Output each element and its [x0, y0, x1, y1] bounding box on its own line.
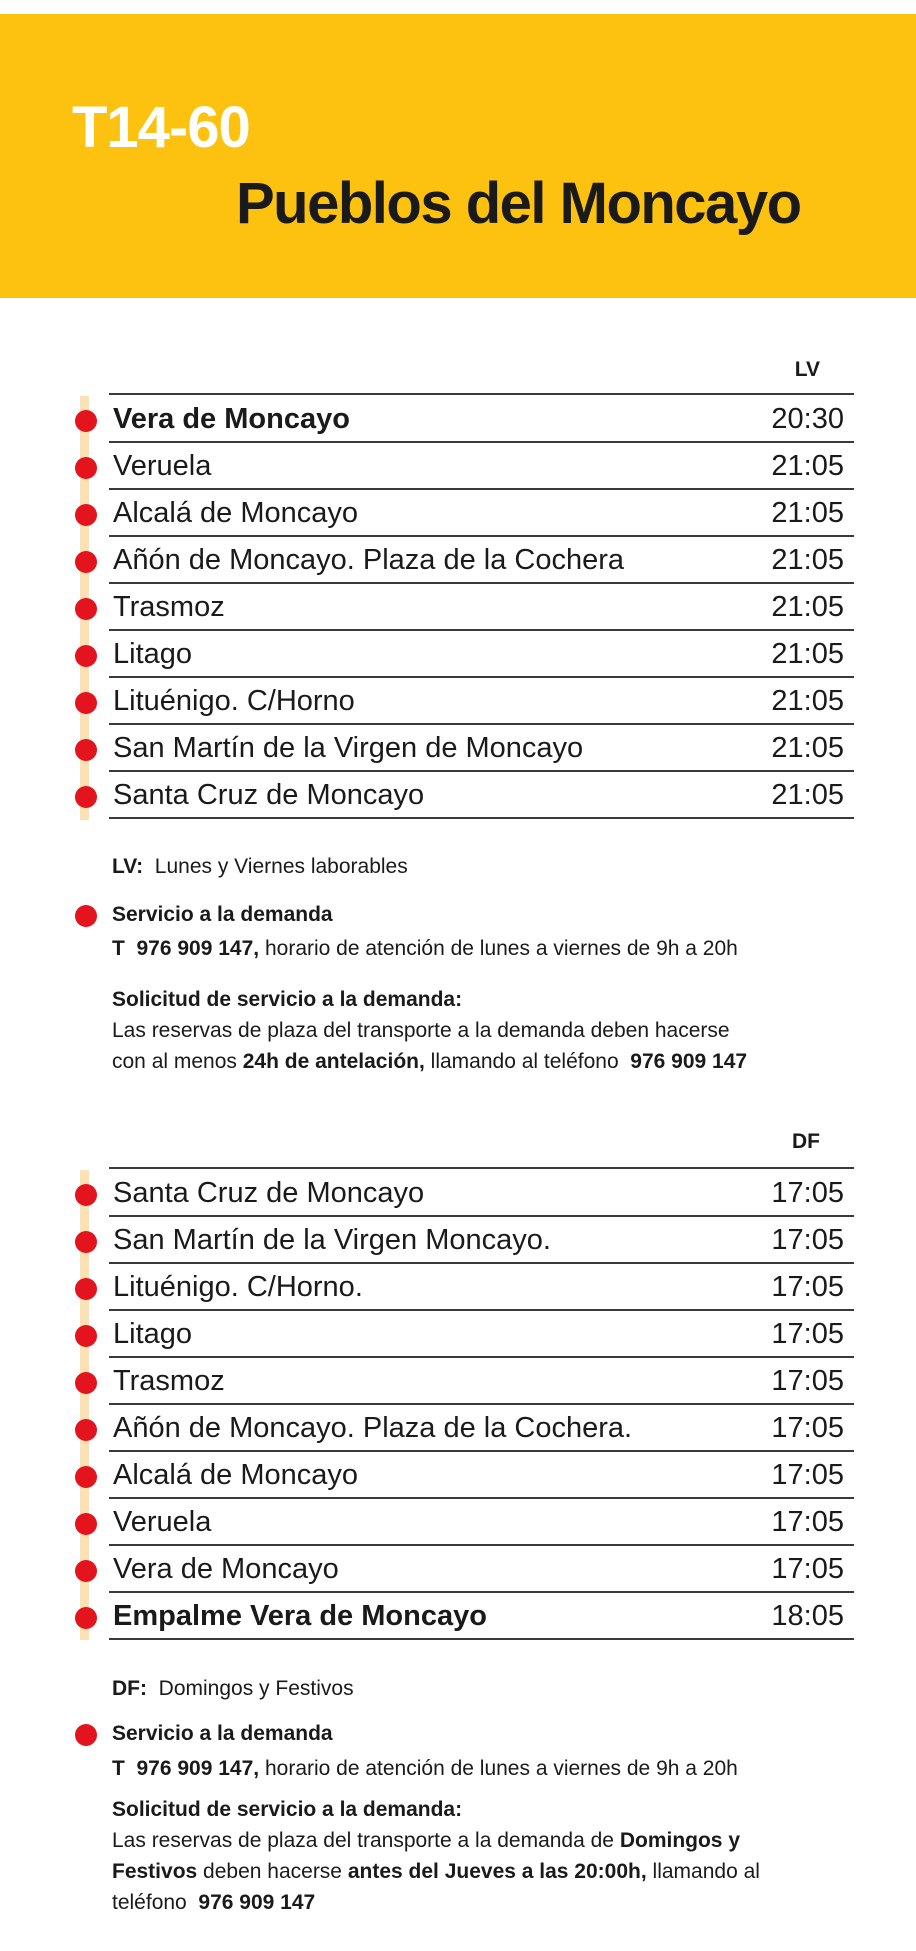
- stop-time: 21:05: [771, 591, 844, 623]
- stop-time: 21:05: [771, 544, 844, 576]
- stop-name: Añón de Moncayo. Plaza de la Cochera.: [113, 1412, 633, 1444]
- table-row: [0, 1169, 916, 1216]
- stop-time: 21:05: [771, 638, 844, 670]
- legend-df: [112, 1677, 354, 1701]
- request-title: Solicitud de servicio a la demanda:: [112, 1798, 463, 1821]
- legend-text: Domingos y Festivos: [158, 1677, 354, 1700]
- stop-name: Lituénigo. C/Horno.: [113, 1271, 363, 1303]
- stop-dot-icon: [75, 410, 97, 432]
- table-row: [0, 583, 916, 630]
- table-row: [0, 536, 916, 583]
- stop-name: Lituénigo. C/Horno: [113, 685, 355, 717]
- demand-phone: 976 909 147,: [136, 1757, 260, 1780]
- route-code: T14-60: [72, 95, 250, 160]
- table-row: [0, 677, 916, 724]
- stop-dot-icon: [75, 1278, 97, 1300]
- stop-dot-icon: [75, 1325, 97, 1347]
- stop-time: 17:05: [771, 1224, 844, 1256]
- table-row: [0, 1545, 916, 1592]
- demand-phone-line: T 976 909 147, horario de atención de lunes a viernes de 9h a 20h: [112, 1757, 738, 1780]
- table-row: [0, 771, 916, 818]
- stop-time: 20:30: [771, 403, 844, 435]
- demand-title: Servicio a la demanda: [112, 903, 333, 926]
- legend-lv: [112, 855, 408, 879]
- table-row: [0, 1451, 916, 1498]
- column-header-df: DF: [792, 1130, 820, 1153]
- stop-time: 21:05: [771, 685, 844, 717]
- stop-name: Alcalá de Moncayo: [113, 1459, 359, 1491]
- stop-time: 17:05: [771, 1365, 844, 1397]
- request-title: Solicitud de servicio a la demanda:: [112, 988, 463, 1011]
- stop-time: 21:05: [771, 497, 844, 529]
- stop-name: San Martín de la Virgen Moncayo.: [113, 1224, 551, 1256]
- stop-time: 18:05: [771, 1600, 844, 1632]
- table-row: [0, 1357, 916, 1404]
- column-header-lv: LV: [794, 358, 820, 381]
- table-row: [0, 1310, 916, 1357]
- top-strip: [0, 0, 916, 14]
- demand-dot-icon: [75, 1724, 97, 1746]
- stop-time: 21:05: [771, 732, 844, 764]
- stop-name: Alcalá de Moncayo: [113, 497, 359, 529]
- stop-name: Litago: [113, 1318, 193, 1350]
- table-row: [0, 1404, 916, 1451]
- stop-time: 21:05: [771, 450, 844, 482]
- demand-phone: 976 909 147,: [136, 937, 260, 960]
- stop-dot-icon: [75, 598, 97, 620]
- stop-name: Trasmoz: [113, 1365, 225, 1397]
- request-text: Las reservas de plaza del transporte a la demanda deben hacerse con al menos 24h de antelación, llamando al teléfono 976 909 147: [112, 1019, 748, 1073]
- table-row: [0, 724, 916, 771]
- stop-name: Santa Cruz de Moncayo: [113, 779, 425, 811]
- route-header: [0, 14, 916, 298]
- stop-name: Veruela: [113, 450, 212, 482]
- stop-time: 17:05: [771, 1318, 844, 1350]
- table-row: [0, 1592, 916, 1639]
- demand-title: Servicio a la demanda: [112, 1722, 333, 1745]
- table-row: [0, 442, 916, 489]
- demand-dot-icon: [75, 905, 97, 927]
- stop-dot-icon: [75, 1372, 97, 1394]
- stop-name: Santa Cruz de Moncayo: [113, 1177, 425, 1209]
- table-row: [0, 1216, 916, 1263]
- stop-time: 21:05: [771, 779, 844, 811]
- stop-name: Veruela: [113, 1506, 212, 1538]
- table-row: [0, 489, 916, 536]
- stop-name: Vera de Moncayo: [113, 403, 350, 435]
- stop-name: Litago: [113, 638, 193, 670]
- table-row: [0, 1498, 916, 1545]
- legend-text: Lunes y Viernes laborables: [154, 855, 408, 878]
- stop-name: Empalme Vera de Moncayo: [113, 1600, 487, 1632]
- stop-time: 17:05: [771, 1271, 844, 1303]
- stop-time: 17:05: [771, 1412, 844, 1444]
- stop-dot-icon: [75, 1231, 97, 1253]
- row-divider: [109, 817, 854, 819]
- stop-name: Vera de Moncayo: [113, 1553, 339, 1585]
- row-divider: [109, 1638, 854, 1640]
- legend-code: LV:: [112, 855, 144, 878]
- table-row: [0, 395, 916, 442]
- request-text: Las reservas de plaza del transporte a la demanda de Domingos y Festivos deben hacerse antes del Jueves a las 20:00h, llamando al teléfono 976 909 147: [112, 1829, 760, 1914]
- stop-dot-icon: [75, 1560, 97, 1582]
- stop-name: San Martín de la Virgen de Moncayo: [113, 732, 584, 764]
- stop-dot-icon: [75, 1513, 97, 1535]
- stop-name: Trasmoz: [113, 591, 225, 623]
- stop-dot-icon: [75, 1466, 97, 1488]
- route-name: Pueblos del Moncayo: [236, 171, 801, 236]
- demand-phone-line: T 976 909 147, horario de atención de lunes a viernes de 9h a 20h: [112, 937, 738, 960]
- stop-dot-icon: [75, 1419, 97, 1441]
- stop-name: Añón de Moncayo. Plaza de la Cochera: [113, 544, 625, 576]
- stop-dot-icon: [75, 504, 97, 526]
- stop-time: 17:05: [771, 1506, 844, 1538]
- stop-dot-icon: [75, 1607, 97, 1629]
- stop-dot-icon: [75, 551, 97, 573]
- stop-dot-icon: [75, 786, 97, 808]
- stop-time: 17:05: [771, 1177, 844, 1209]
- legend-code: DF:: [112, 1677, 147, 1700]
- stop-dot-icon: [75, 739, 97, 761]
- table-row: [0, 630, 916, 677]
- stop-time: 17:05: [771, 1553, 844, 1585]
- stop-dot-icon: [75, 645, 97, 667]
- stop-dot-icon: [75, 1184, 97, 1206]
- stop-time: 17:05: [771, 1459, 844, 1491]
- stop-dot-icon: [75, 457, 97, 479]
- table-row: [0, 1263, 916, 1310]
- stop-dot-icon: [75, 692, 97, 714]
